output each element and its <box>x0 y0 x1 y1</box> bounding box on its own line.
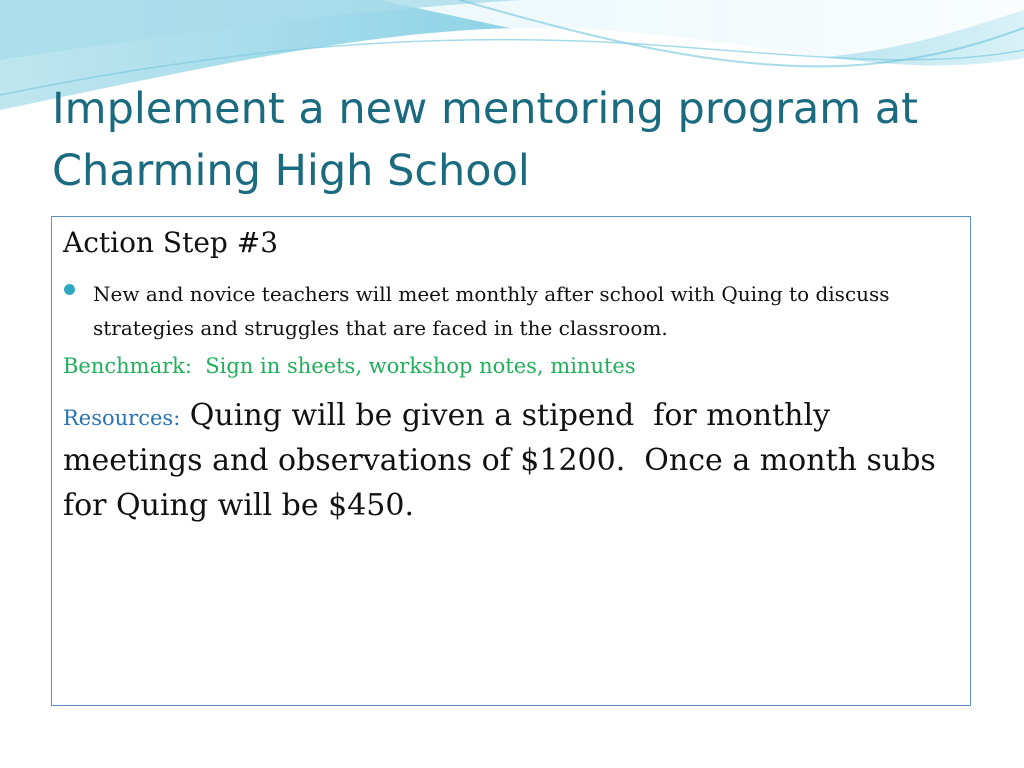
resources-text: Quing will be given a stipend for monthly meetings and observations of $1200. Once a month subs for Quing will be $450. <box>63 398 946 523</box>
resources-paragraph <box>63 393 946 528</box>
content-box <box>51 216 971 706</box>
resources-label: Resources: <box>63 406 181 430</box>
action-step-heading: Action Step #3 <box>63 226 279 259</box>
bullet-text: New and novice teachers will meet monthly after school with Quing to discuss strategies and struggles that are faced in the classroom. <box>93 282 890 340</box>
bullet-item <box>63 277 963 345</box>
benchmark-text: Benchmark: Sign in sheets, workshop notes, minutes <box>63 354 636 378</box>
bullet-dot-icon <box>64 284 75 295</box>
slide-title: Implement a new mentoring program at Charming High School <box>52 84 918 196</box>
